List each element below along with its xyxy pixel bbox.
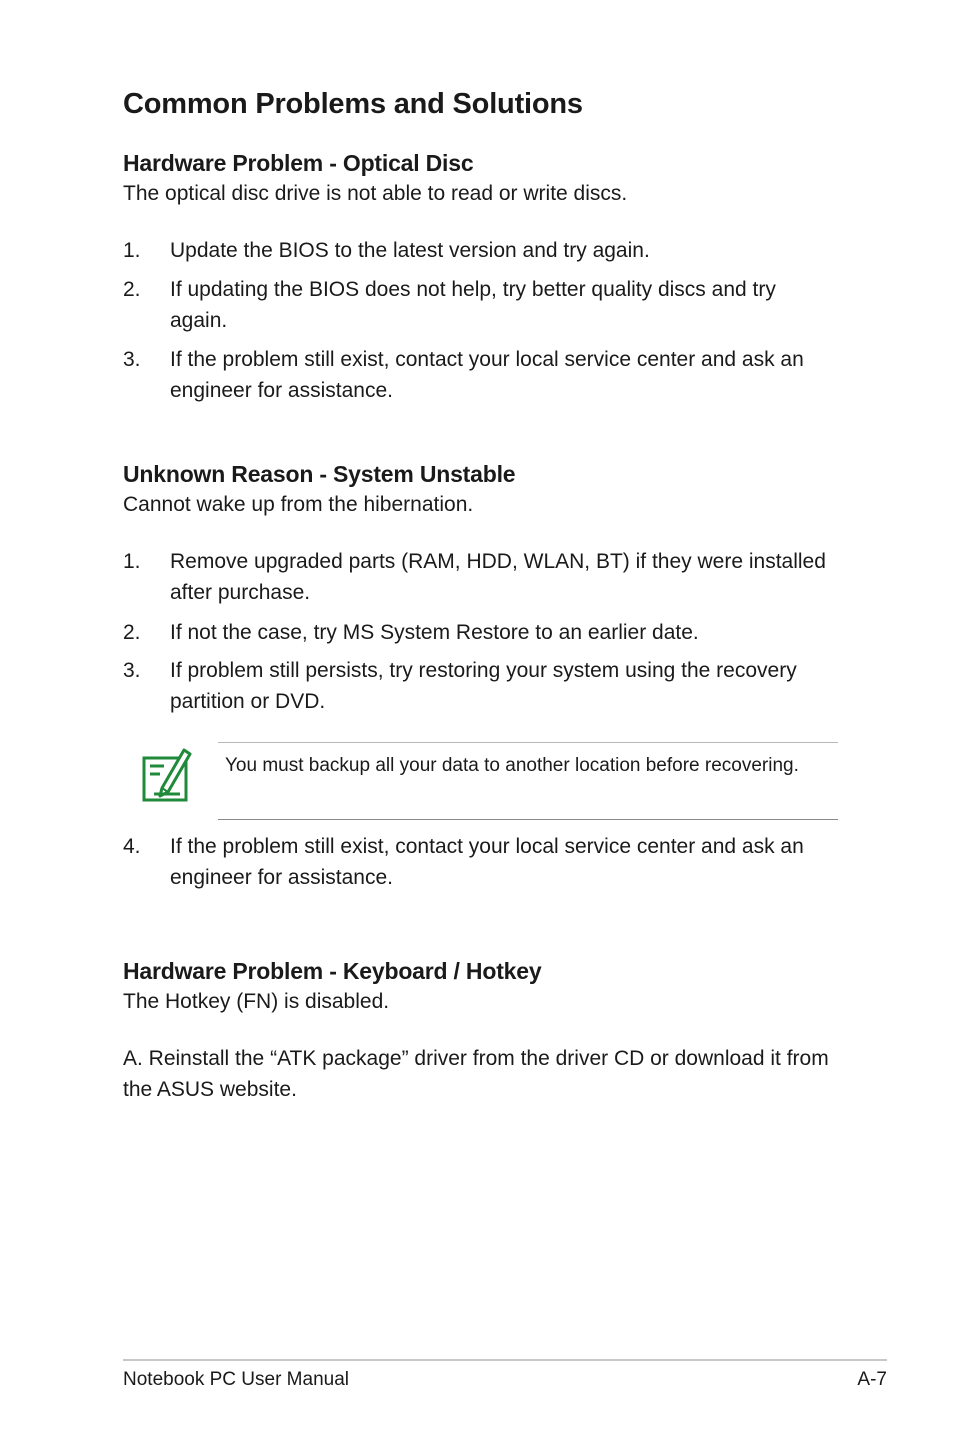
list-number: 1. <box>123 239 141 262</box>
list-text: Update the BIOS to the latest version and try again. <box>170 239 650 262</box>
list-number: 2. <box>123 278 141 301</box>
list-text: If updating the BIOS does not help, try better quality discs and try again. <box>170 278 776 332</box>
section-intro: Cannot wake up from the hibernation. <box>123 493 474 516</box>
section-intro: The Hotkey (FN) is disabled. <box>123 990 390 1013</box>
list-number: 1. <box>123 550 141 573</box>
section-paragraph: A. Reinstall the “ATK package” driver from the driver CD or download it from the ASUS website. <box>123 1047 829 1101</box>
list-text: If the problem still exist, contact your local service center and ask an engineer for assistance. <box>170 835 804 889</box>
section-heading-keyboard-hotkey: Hardware Problem - Keyboard / Hotkey <box>123 958 542 984</box>
section-heading-optical-disc: Hardware Problem - Optical Disc <box>123 150 474 176</box>
list-text: If the problem still exist, contact your local service center and ask an engineer for assistance. <box>170 348 804 402</box>
note-text: You must backup all your data to another location before recovering. <box>225 755 799 776</box>
list-text: Remove upgraded parts (RAM, HDD, WLAN, BT) if they were installed after purchase. <box>170 550 826 604</box>
footer-divider <box>123 1359 887 1361</box>
list-text: If problem still persists, try restoring your system using the recovery partition or DVD. <box>170 659 797 713</box>
list-number: 4. <box>123 835 141 858</box>
section-intro: The optical disc drive is not able to read or write discs. <box>123 182 628 205</box>
footer-manual-title: Notebook PC User Manual <box>123 1369 349 1390</box>
list-text: If not the case, try MS System Restore to an earlier date. <box>170 621 699 644</box>
list-number: 3. <box>123 659 141 682</box>
note-box <box>218 742 838 820</box>
list-number: 2. <box>123 621 141 644</box>
footer-page-number: A-7 <box>857 1369 887 1390</box>
list-number: 3. <box>123 348 141 371</box>
page-title: Common Problems and Solutions <box>123 88 583 120</box>
note-pencil-icon <box>140 744 192 804</box>
section-heading-system-unstable: Unknown Reason - System Unstable <box>123 461 516 487</box>
